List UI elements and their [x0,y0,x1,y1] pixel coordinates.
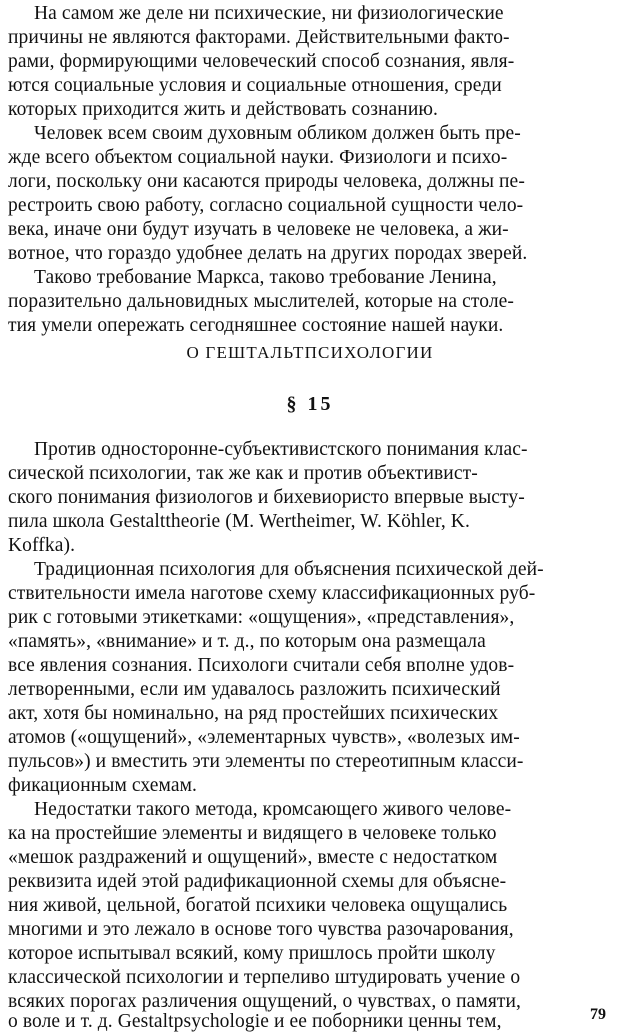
text-line: многими и это лежало в основе того чувства разочарования, [8,919,514,940]
text-line: о воле и т. д. Gestaltpsychologie и ее поборники ценны тем, [8,1011,502,1032]
text-line: века, иначе они будут изучать в человеке не человека, а жи- [8,219,509,240]
text-line: которое испытывал всякий, кому пришлось пройти школу [8,943,496,964]
text-line: акт, хотя бы номинально, на ряд простейших психических [8,703,499,724]
text-line: причины не являются факторами. Действительными факто- [8,27,510,48]
text-line: «память», «внимание» и т. д., по которым она размещала [8,631,486,652]
text-line: рестроить свою работу, согласно социальной сущности чело- [8,195,524,216]
text-line: тия умели опережать сегодняшнее состояние нашей науки. [8,315,504,336]
text-line: фикационным схемам. [8,775,198,796]
text-line: Против односторонне-субъективистского понимания клас- [34,439,528,460]
text-line: Традиционная психология для объяснения психической дей- [34,559,544,580]
text-line: сической психологии, так же как и против объективист- [8,463,478,484]
text-line: Koffka). [8,535,76,556]
text-line: все явления сознания. Психологи считали себя вполне удов- [8,655,515,676]
text-line: «мешок раздражений и ощущений», вместе с недостатком [8,847,498,868]
text-line: пульсов») и вместить эти элементы по стереотипным класси- [8,751,524,772]
text-line: пила школа Gestalttheorie (M. Wertheimer, W. Köhler, K. [8,511,470,532]
text-line: ствительности имела наготове схему классификационных руб- [8,583,536,604]
text-line: жде всего объектом социальной науки. Физиологи и психо- [8,147,508,168]
text-line: Недостатки такого метода, кромсающего живого челове- [34,799,512,820]
text-line: которых приходится жить и действовать сознанию. [8,99,439,120]
text-line: вотное, что гораздо удобнее делать на других породах зверей. [8,243,528,264]
text-line: ка на простейшие элементы и видящего в человеке только [8,823,497,844]
text-line: рами, формирующими человеческий способ сознания, явля- [8,51,515,72]
text-line: Человек всем своим духовным обликом должен быть пре- [34,123,521,144]
text-line: классической психологии и терпеливо штудировать учение о [8,967,521,988]
text-line: ются социальные условия и социальные отношения, среди [8,75,502,96]
text-line: ния живой, цельной, богатой психики человека ощущались [8,895,508,916]
text-line: Таково требование Маркса, таково требование Ленина, [34,267,497,288]
text-line: рик с готовыми этикетками: «ощущения», «представления», [8,607,515,628]
text-line: атомов («ощущений», «элементарных чувств», «волезых им- [8,727,520,748]
page-number: 79 [590,1006,606,1023]
text-line: логи, поскольку они касаются природы человека, должны пе- [8,171,525,192]
text-line: На самом же деле ни психические, ни физиологические [34,3,504,24]
section-title: О ГЕШТАЛЬТПСИХОЛОГИИ [186,343,434,362]
text-line: летворенными, если им удавалось разложить психический [8,679,501,700]
text-line: ского понимания физиологов и бихевиористо впервые высту- [8,487,525,508]
text-line: реквизита идей этой радификационной схемы для объясне- [8,871,507,892]
text-line: всяких порогах различения ощущений, о чувствах, о памяти, [8,991,522,1012]
text-line: поразительно дальновидных мыслителей, которые на столе- [8,291,515,312]
section-number: § 15 [286,393,334,415]
